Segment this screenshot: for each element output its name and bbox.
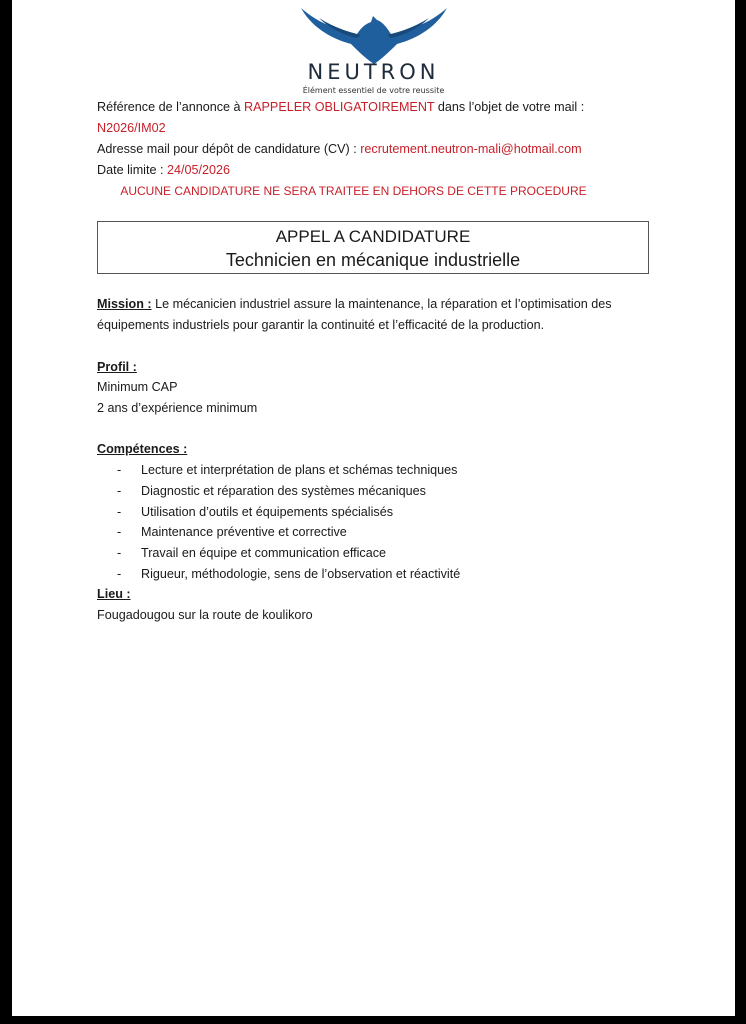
list-item-text: Maintenance préventive et corrective (141, 525, 347, 540)
list-item (117, 522, 460, 543)
list-item (117, 564, 460, 585)
reference-prefix: Référence de l’annonce à (97, 100, 245, 114)
reference-suffix: dans l’objet de votre mail : (434, 100, 585, 114)
list-item (117, 481, 460, 502)
list-item-text: Travail en équipe et communication efficace (141, 546, 387, 561)
list-item-text: Lecture et interprétation de plans et schémas techniques (141, 463, 458, 477)
list-item (117, 502, 460, 523)
profil-item: Minimum CAP (97, 380, 178, 394)
logo (12, 4, 735, 64)
brand-name: NEUTRON (307, 60, 440, 84)
bullet-dash: - (117, 463, 122, 477)
list-item-text: Diagnostic et réparation des systèmes mécaniques (141, 483, 426, 498)
email-link[interactable]: recrutement.neutron-mali@hotmail.com (360, 142, 582, 156)
title-box (97, 221, 649, 274)
profil-label: Profil : (97, 360, 137, 374)
email-label: Adresse mail pour dépôt de candidature (CV) : (97, 142, 361, 156)
bullet-dash: - (117, 525, 122, 540)
deadline-label: Date limite : (97, 163, 167, 177)
deadline-line (97, 163, 230, 177)
eagle-logo-icon (299, 4, 449, 64)
competences-label: Compétences : (97, 442, 188, 456)
list-item (117, 543, 460, 564)
list-item-text: Utilisation d’outils et équipements spécialisés (141, 504, 394, 519)
reference-code: N2026/IM02 (97, 121, 166, 135)
title-line-2: Technicien en mécanique industrielle (225, 250, 521, 270)
title-line-1: APPEL A CANDIDATURE (275, 227, 471, 246)
email-line (97, 142, 582, 156)
list-item (117, 460, 460, 481)
bullet-dash: - (117, 546, 122, 561)
mission-line-1 (97, 297, 612, 311)
reference-instruction (97, 100, 584, 114)
bullet-dash: - (117, 504, 122, 519)
list-item-text: Rigueur, méthodologie, sens de l’observation et réactivité (141, 566, 461, 581)
document-page (12, 0, 735, 1016)
mission-label: Mission : (97, 297, 152, 311)
competences-list (117, 460, 460, 585)
brand-tagline: Élément essentiel de votre reussite (302, 86, 445, 95)
deadline-date: 24/05/2026 (167, 163, 231, 177)
profil-item: 2 ans d’expérience minimum (97, 401, 258, 415)
bullet-dash: - (117, 483, 122, 498)
bullet-dash: - (117, 566, 122, 581)
lieu-text: Fougadougou sur la route de koulikoro (97, 608, 313, 622)
procedure-warning: AUCUNE CANDIDATURE NE SERA TRAITEE EN DEHORS DE CETTE PROCEDURE (120, 184, 587, 198)
mission-text-2: équipements industriels pour garantir la continuité et l’efficacité de la production. (97, 318, 545, 332)
mission-text-1: Le mécanicien industriel assure la maintenance, la réparation et l’optimisation des (151, 297, 612, 311)
reference-highlight: RAPPELER OBLIGATOIREMENT (244, 100, 435, 114)
lieu-label: Lieu : (97, 587, 131, 601)
